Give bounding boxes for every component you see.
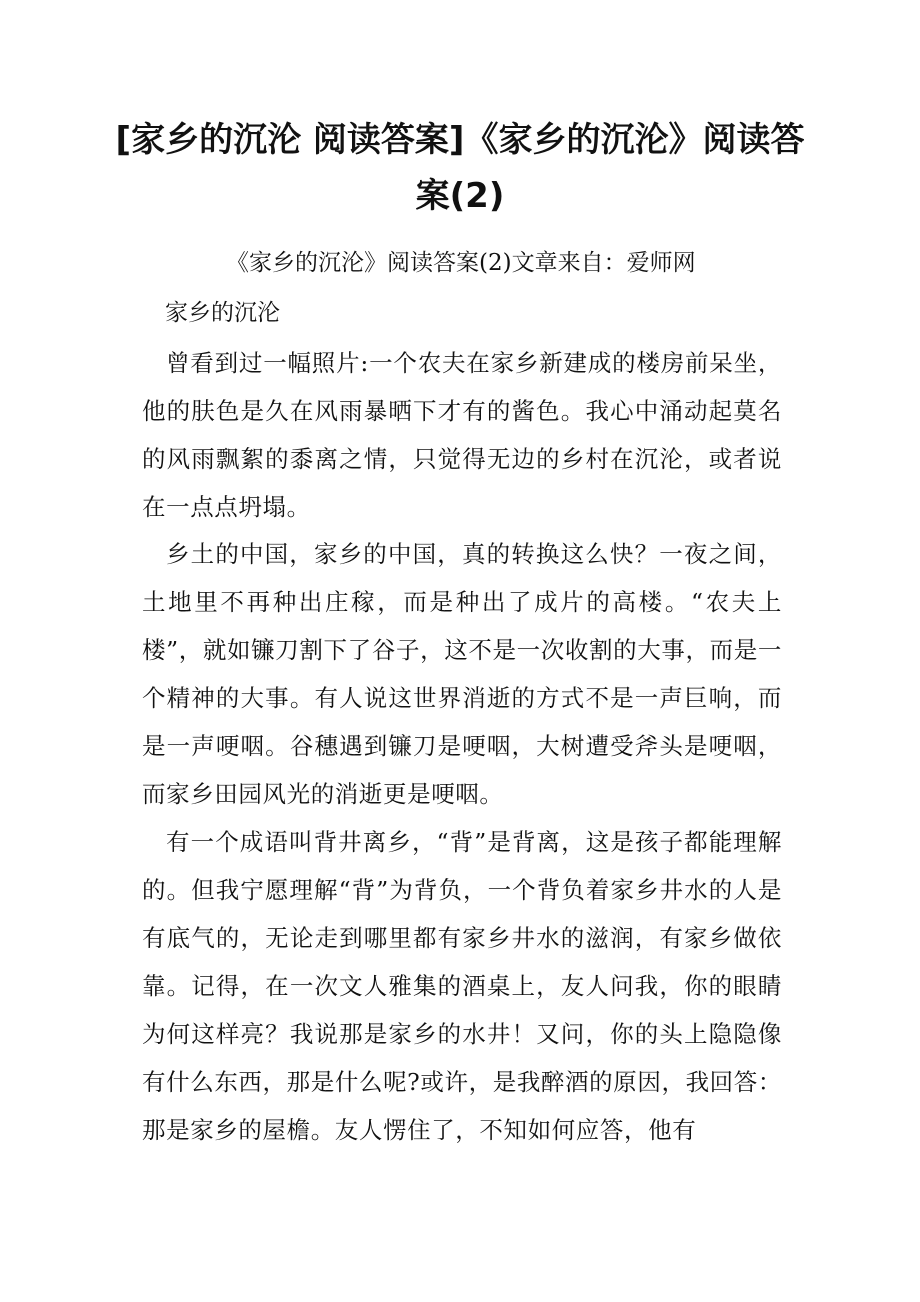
document-title: [家乡的沉沦 阅读答案]《家乡的沉沦》阅读答案(2) (115, 120, 805, 216)
paragraph-1: 曾看到过一幅照片:一个农夫在家乡新建成的楼房前呆坐，他的肤色是久在风雨暴晒下才有的酱色。我心中涌动起莫名的风雨飘絮的黍离之情，只觉得无边的乡村在沉沦，或者说在一点点坍塌。 (142, 349, 782, 521)
paragraph-3: 有一个成语叫背井离乡，“背”是背离，这是孩子都能理解的。但我宁愿理解“背”为背负，一个背负着家乡井水的人是有底气的，无论走到哪里都有家乡井水的滋润，有家乡做依靠。记得，在一次文人雅集的酒桌上，友人问我，你的眼睛为何这样亮？我说那是家乡的水井！又问，你的头上隐隐像有什么东西，那是什么呢?或许，是我醉酒的原因，我回答：那是家乡的屋檐。友人愣住了，不知如何应答，他有 (142, 828, 782, 1144)
document-subtitle: 《家乡的沉沦》阅读答案(2)文章来自：爱师网 (226, 250, 696, 276)
section-heading: 家乡的沉沦 (165, 300, 280, 326)
paragraph-2: 乡土的中国，家乡的中国，真的转换这么快？一夜之间，土地里不再种出庄稼，而是种出了成片的高楼。“农夫上楼”，就如镰刀割下了谷子，这不是一次收割的大事，而是一个精神的大事。有人说这世界消逝的方式不是一声巨响，而是一声哽咽。谷穗遇到镰刀是哽咽，大树遭受斧头是哽咽，而家乡田园风光的消逝更是哽咽。 (142, 540, 782, 808)
